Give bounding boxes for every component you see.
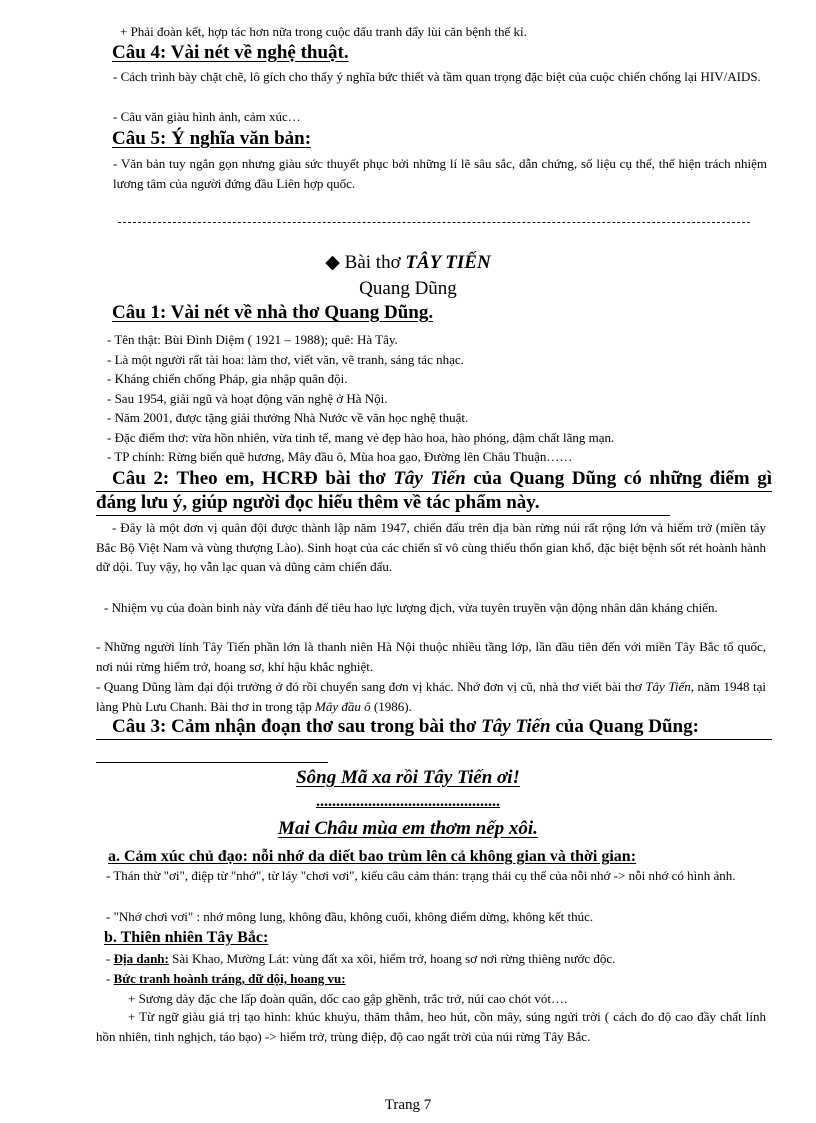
verse-line-1: Sông Mã xa rồi Tây Tiến ơi! xyxy=(296,767,520,788)
cau4-heading: Câu 4: Vài nét về nghệ thuật. xyxy=(112,42,349,63)
cau1-item-1: - Tên thật: Bùi Đình Diệm ( 1921 – 1988); quê: Hà Tây. xyxy=(107,332,398,347)
dia-danh-label: Địa danh: xyxy=(113,951,169,966)
cau3-title-a: Câu 3: Cảm nhận đoạn thơ sau trong bài thơ xyxy=(112,716,482,737)
poem-title-prefix: Bài thơ xyxy=(344,252,406,273)
verse-line-2: Mai Châu mùa em thơm nếp xôi. xyxy=(278,818,538,839)
cau1-item-6: - Đặc điểm thơ: vừa hồn nhiên, vừa tinh tế, mang vẻ đẹp hào hoa, hào phóng, đậm chất lãng mạn. xyxy=(107,430,615,445)
cau3-underline-1 xyxy=(96,739,772,740)
cau1-item-3: - Kháng chiến chống Pháp, gia nhập quân đội. xyxy=(107,371,348,386)
cau2-p4-a: - Quang Dũng làm đại đội trưởng ở đó rồi chuyển sang đơn vị khác. Nhớ đơn vị cũ, nhà thơ viết bài thơ xyxy=(96,679,646,694)
cau2-para-2: - Nhiệm vụ của đoàn binh này vừa đánh để tiêu hao lực lượng địch, vừa tuyên truyền vận động nhân dân kháng chiến. xyxy=(104,600,718,615)
cau1-heading: Câu 1: Vài nét về nhà thơ Quang Dũng. xyxy=(112,302,434,323)
cau1-item-5: - Năm 2001, được tặng giải thưởng Nhà Nước về văn học nghệ thuật. xyxy=(107,410,469,425)
cau1-item-2: - Là một người rất tài hoa: làm thơ, viết văn, vẽ tranh, sáng tác nhạc. xyxy=(107,352,464,367)
poem-title xyxy=(0,250,816,276)
cau2-para-3: - Những người lính Tây Tiến phần lớn là thanh niên Hà Nội thuộc nhiều tầng lớp, lần đầu tiên đến với miền Tây Bắc tổ quốc, nơi núi rừng hiểm trở, hoang sơ, khí hậu khắc nghiệt. xyxy=(96,639,766,674)
cau3-title-work: Tây Tiến xyxy=(481,716,551,737)
cau3-heading xyxy=(96,715,772,739)
cau2-title-a: Câu 2: Theo em, HCRĐ bài thơ xyxy=(112,468,394,489)
cau1-item-4: - Sau 1954, giải ngũ và hoạt động văn nghệ ở Hà Nội. xyxy=(107,391,388,406)
section-divider xyxy=(118,222,750,223)
page-number: Trang 7 xyxy=(384,1097,432,1113)
cau3-b-plus-1: + Sương dày đặc che lấp đoàn quân, dốc cao gập ghềnh, trắc trở, núi cao chót vót…. xyxy=(128,991,568,1006)
cau2-p4-work: Tây Tiến xyxy=(645,679,691,694)
cau3-a-para-1: - Thán thừ "ơi", điệp từ "nhớ", từ láy "chơi vơi", kiểu câu cảm thán: trạng thái cụ thể của nỗi nhớ -> nỗi nhớ có hình ảnh. xyxy=(106,868,736,883)
cau2-title-b: của Quang Dũng có những điểm gì đáng lưu ý, giúp người đọc hiểu thêm về tác phẩm này. xyxy=(96,468,772,513)
verse-ellipsis: .............................................. xyxy=(316,793,500,810)
cau2-p4-b: , năm 1948 tại làng Phù Lưu Chanh. Bài thơ in trong tập xyxy=(96,679,766,714)
cau2-para-4 xyxy=(96,677,766,716)
cau3-b-dia-danh: - Địa danh: Sài Khao, Mường Lát: vùng đất xa xôi, hiểm trở, hoang sơ nơi rừng thiêng nước độc. xyxy=(106,951,616,966)
cau3-b-buc-tranh: - Bức tranh hoành tráng, dữ dội, hoang vu: xyxy=(106,971,346,986)
cau2-title-work: Tây Tiến xyxy=(393,468,466,489)
cau3-a-heading: a. Cảm xúc chủ đạo: nỗi nhớ da diết bao trùm lên cả không gian và thời gian: xyxy=(108,848,637,865)
cau3-b-plus-2: + Từ ngữ giàu giá trị tạo hình: khúc khuỷu, thăm thẳm, heo hút, cồn mây, súng ngửi trời ( cách đo độ cao đầy chất lính hồn nhiên, tinh nghịch, táo bạo) -> hiểm trở, trùng điệp, độ cao ngất trời của núi rừng Tây Bắc. xyxy=(96,1009,766,1044)
poem-title-name: TÂY TIẾN xyxy=(405,252,491,273)
cau2-p4-book: Mây đầu ô xyxy=(315,698,371,714)
dia-danh-text: Sài Khao, Mường Lát: vùng đất xa xôi, hiểm trở, hoang sơ nơi rừng thiêng nước độc. xyxy=(168,951,616,966)
cau5-heading: Câu 5: Ý nghĩa văn bản: xyxy=(112,128,312,149)
poem-author: Quang Dũng xyxy=(359,278,457,299)
cau3-title-b: của Quang Dũng: xyxy=(550,716,699,737)
diamond-icon: ◆ xyxy=(325,252,340,273)
cau2-underline-1 xyxy=(96,491,772,492)
cau3-b-heading: b. Thiên nhiên Tây Bắc: xyxy=(104,929,269,946)
cau3-a-para-2: - "Nhớ chơi vơi" : nhớ mông lung, không đầu, không cuối, không điểm dừng, không kết thúc. xyxy=(106,909,594,924)
cau4-item-2: - Câu văn giàu hình ảnh, cảm xúc… xyxy=(113,109,301,124)
buc-tranh-label: Bức tranh hoành tráng, dữ dội, hoang vu: xyxy=(113,971,346,986)
cau2-p4-c: (1986). xyxy=(370,698,412,714)
cau1-item-7: - TP chính: Rừng biển quê hương, Mây đầu ô, Mùa hoa gạo, Đường lên Châu Thuận…… xyxy=(107,449,573,464)
cau3-underline-2 xyxy=(96,762,328,763)
cau4-item-1: - Cách trình bày chặt chẽ, lô gích cho thấy ý nghĩa bức thiết và tầm quan trọng đặc biệt của cuộc chiến chống lại HIV/AIDS. xyxy=(113,69,761,84)
cau2-para-1: - Đây là một đơn vị quân đội được thành lập năm 1947, chiến đấu trên địa bàn rừng núi rất rộng lớn và hiểm trở (miền tây Bắc Bộ Việt Nam và vùng thượng Lào). Sinh hoạt của các chiến sĩ vô cùng thiếu thốn gian khổ, đặc biệt bệnh sốt rét hoành hành dữ dội. Tuy vậy, họ vẫn lạc quan và dũng cảm chiến đấu. xyxy=(96,520,766,574)
cau2-underline-2 xyxy=(96,515,670,516)
bullet-unity: + Phải đoàn kết, hợp tác hơn nữa trong cuộc đấu tranh đẩy lùi căn bệnh thế kỉ. xyxy=(120,24,527,39)
cau5-text: - Văn bản tuy ngắn gọn nhưng giàu sức thuyết phục bởi những lí lẽ sâu sắc, dẫn chứng, số liệu cụ thể, thể hiện trách nhiệm lương tâm của người đứng đầu Liên hợp quốc. xyxy=(113,156,767,191)
